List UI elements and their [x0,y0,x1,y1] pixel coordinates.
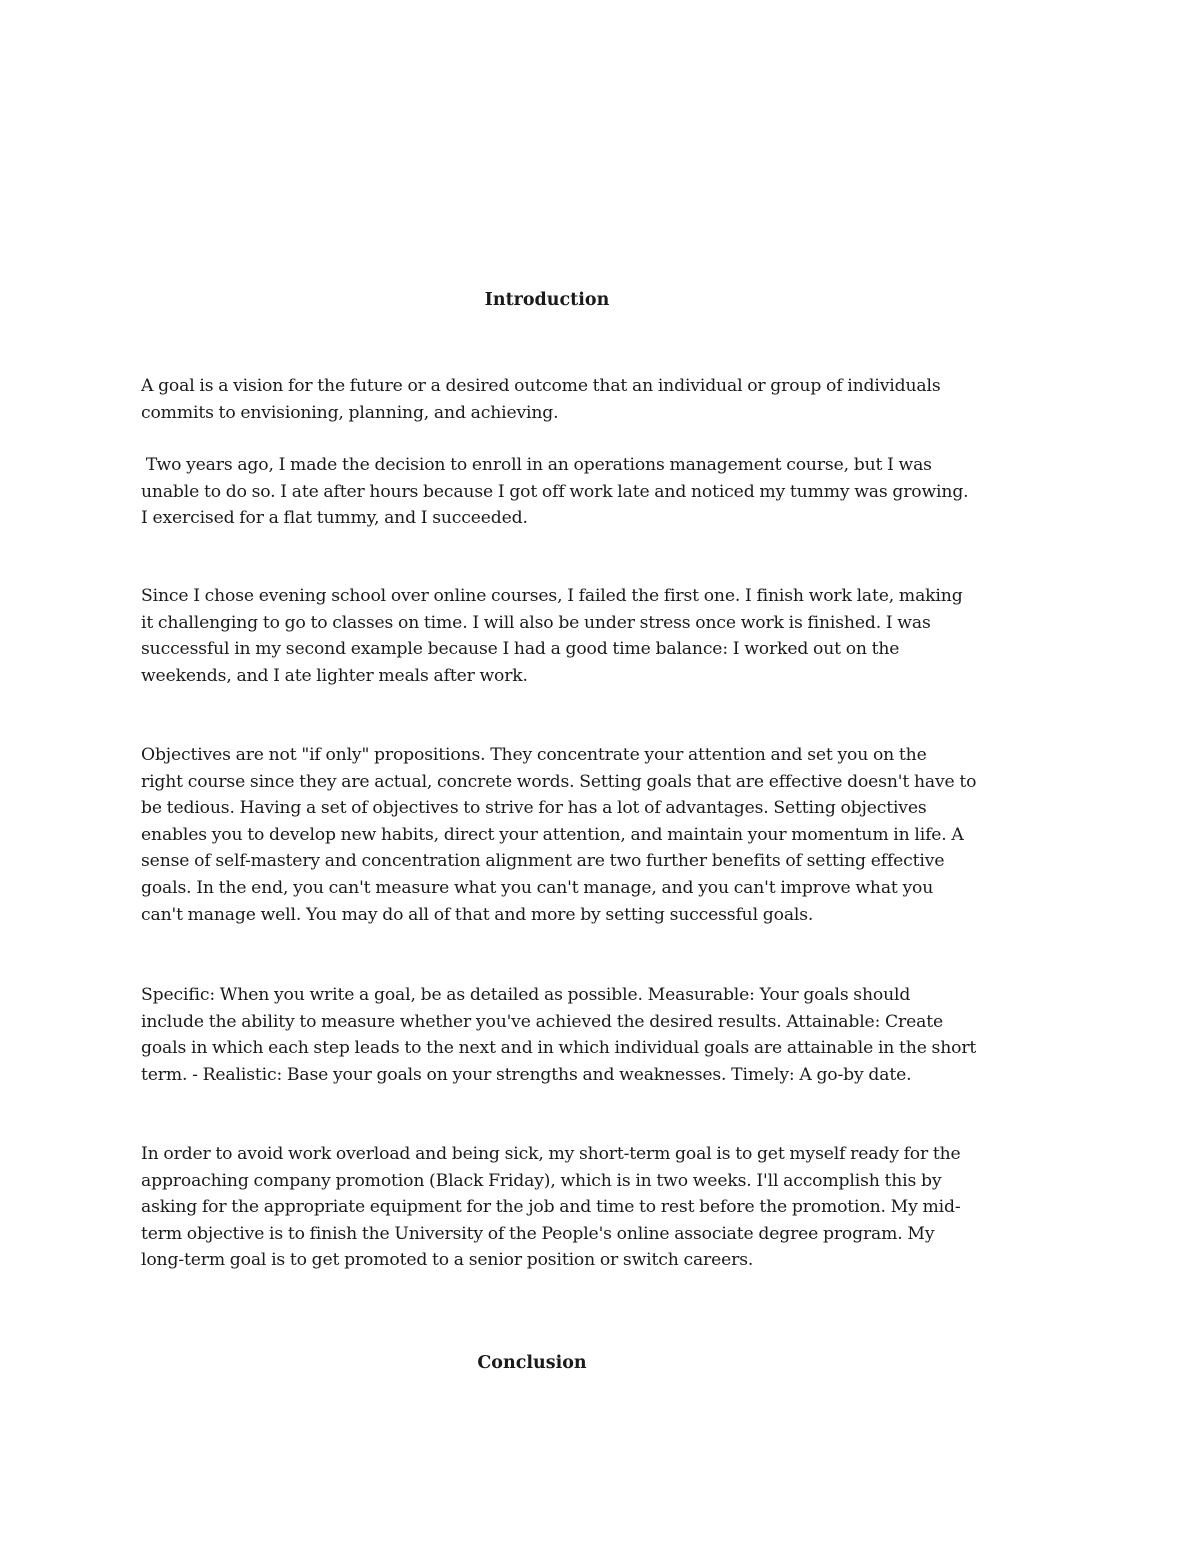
paragraph-goal-definition [141,373,1066,426]
paragraph-line: successful in my second example because I had a good time balance: I worked out on the [141,639,900,660]
paragraph-line: term objective is to finish the University of the People's online associate degree program. My [141,1223,935,1244]
paragraph-line: commits to envisioning, planning, and achieving. [141,402,559,423]
paragraph-line: I exercised for a flat tummy, and I succeeded. [141,508,528,529]
paragraph-line: Since I chose evening school over online courses, I failed the first one. I finish work late, making [141,586,963,606]
paragraph-line: A goal is a vision for the future or a desired outcome that an individual or group of individuals [141,376,941,396]
paragraph-line: it challenging to go to classes on time. I will also be under stress once work is finished. I was [141,612,931,633]
paragraph-line: long-term goal is to get promoted to a senior position or switch careers. [141,1250,754,1271]
paragraph-line: Objectives are not "if only" propositions. They concentrate your attention and set you on the [141,745,927,765]
conclusion-heading: Conclusion [477,1353,587,1373]
paragraph-two-years-ago [141,452,1066,532]
introduction-heading: Introduction [484,290,610,310]
paragraph-line: unable to do so. I ate after hours because I got off work late and noticed my tummy was growing. [141,481,969,502]
paragraph-line: can't manage well. You may do all of that and more by setting successful goals. [141,904,814,925]
paragraph-line: term. - Realistic: Base your goals on your strengths and weaknesses. Timely: A go-by date. [141,1064,912,1085]
paragraph-evening-school [141,583,1066,689]
paragraph-objectives [141,742,1066,928]
paragraph-line: approaching company promotion (Black Friday), which is in two weeks. I'll accomplish this by [141,1170,942,1191]
paragraph-line: sense of self-mastery and concentration alignment are two further benefits of setting effective [141,851,945,872]
paragraph-line: include the ability to measure whether you've achieved the desired results. Attainable: Create [141,1011,943,1032]
paragraph-line: enables you to develop new habits, direct your attention, and maintain your momentum in life. A [141,824,964,845]
paragraph-line: be tedious. Having a set of objectives to strive for has a lot of advantages. Setting objectives [141,798,927,819]
paragraph-line: goals in which each step leads to the next and in which individual goals are attainable in the short [141,1038,977,1059]
paragraph-line: weekends, and I ate lighter meals after work. [141,665,528,686]
paragraph-short-term-goal [141,1141,1066,1274]
paragraph-line: right course since they are actual, concrete words. Setting goals that are effective doesn't have to [141,771,977,792]
paragraph-line: goals. In the end, you can't measure what you can't manage, and you can't improve what you [141,877,934,898]
paragraph-line: asking for the appropriate equipment for the job and time to rest before the promotion. My mid- [141,1197,961,1218]
paragraph-smart-criteria [141,982,1066,1088]
paragraph-line: Specific: When you write a goal, be as detailed as possible. Measurable: Your goals should [141,985,911,1005]
paragraph-line: Two years ago, I made the decision to enroll in an operations management course, but I was [141,455,932,475]
paragraph-line: In order to avoid work overload and being sick, my short-term goal is to get myself ready for the [141,1144,961,1164]
